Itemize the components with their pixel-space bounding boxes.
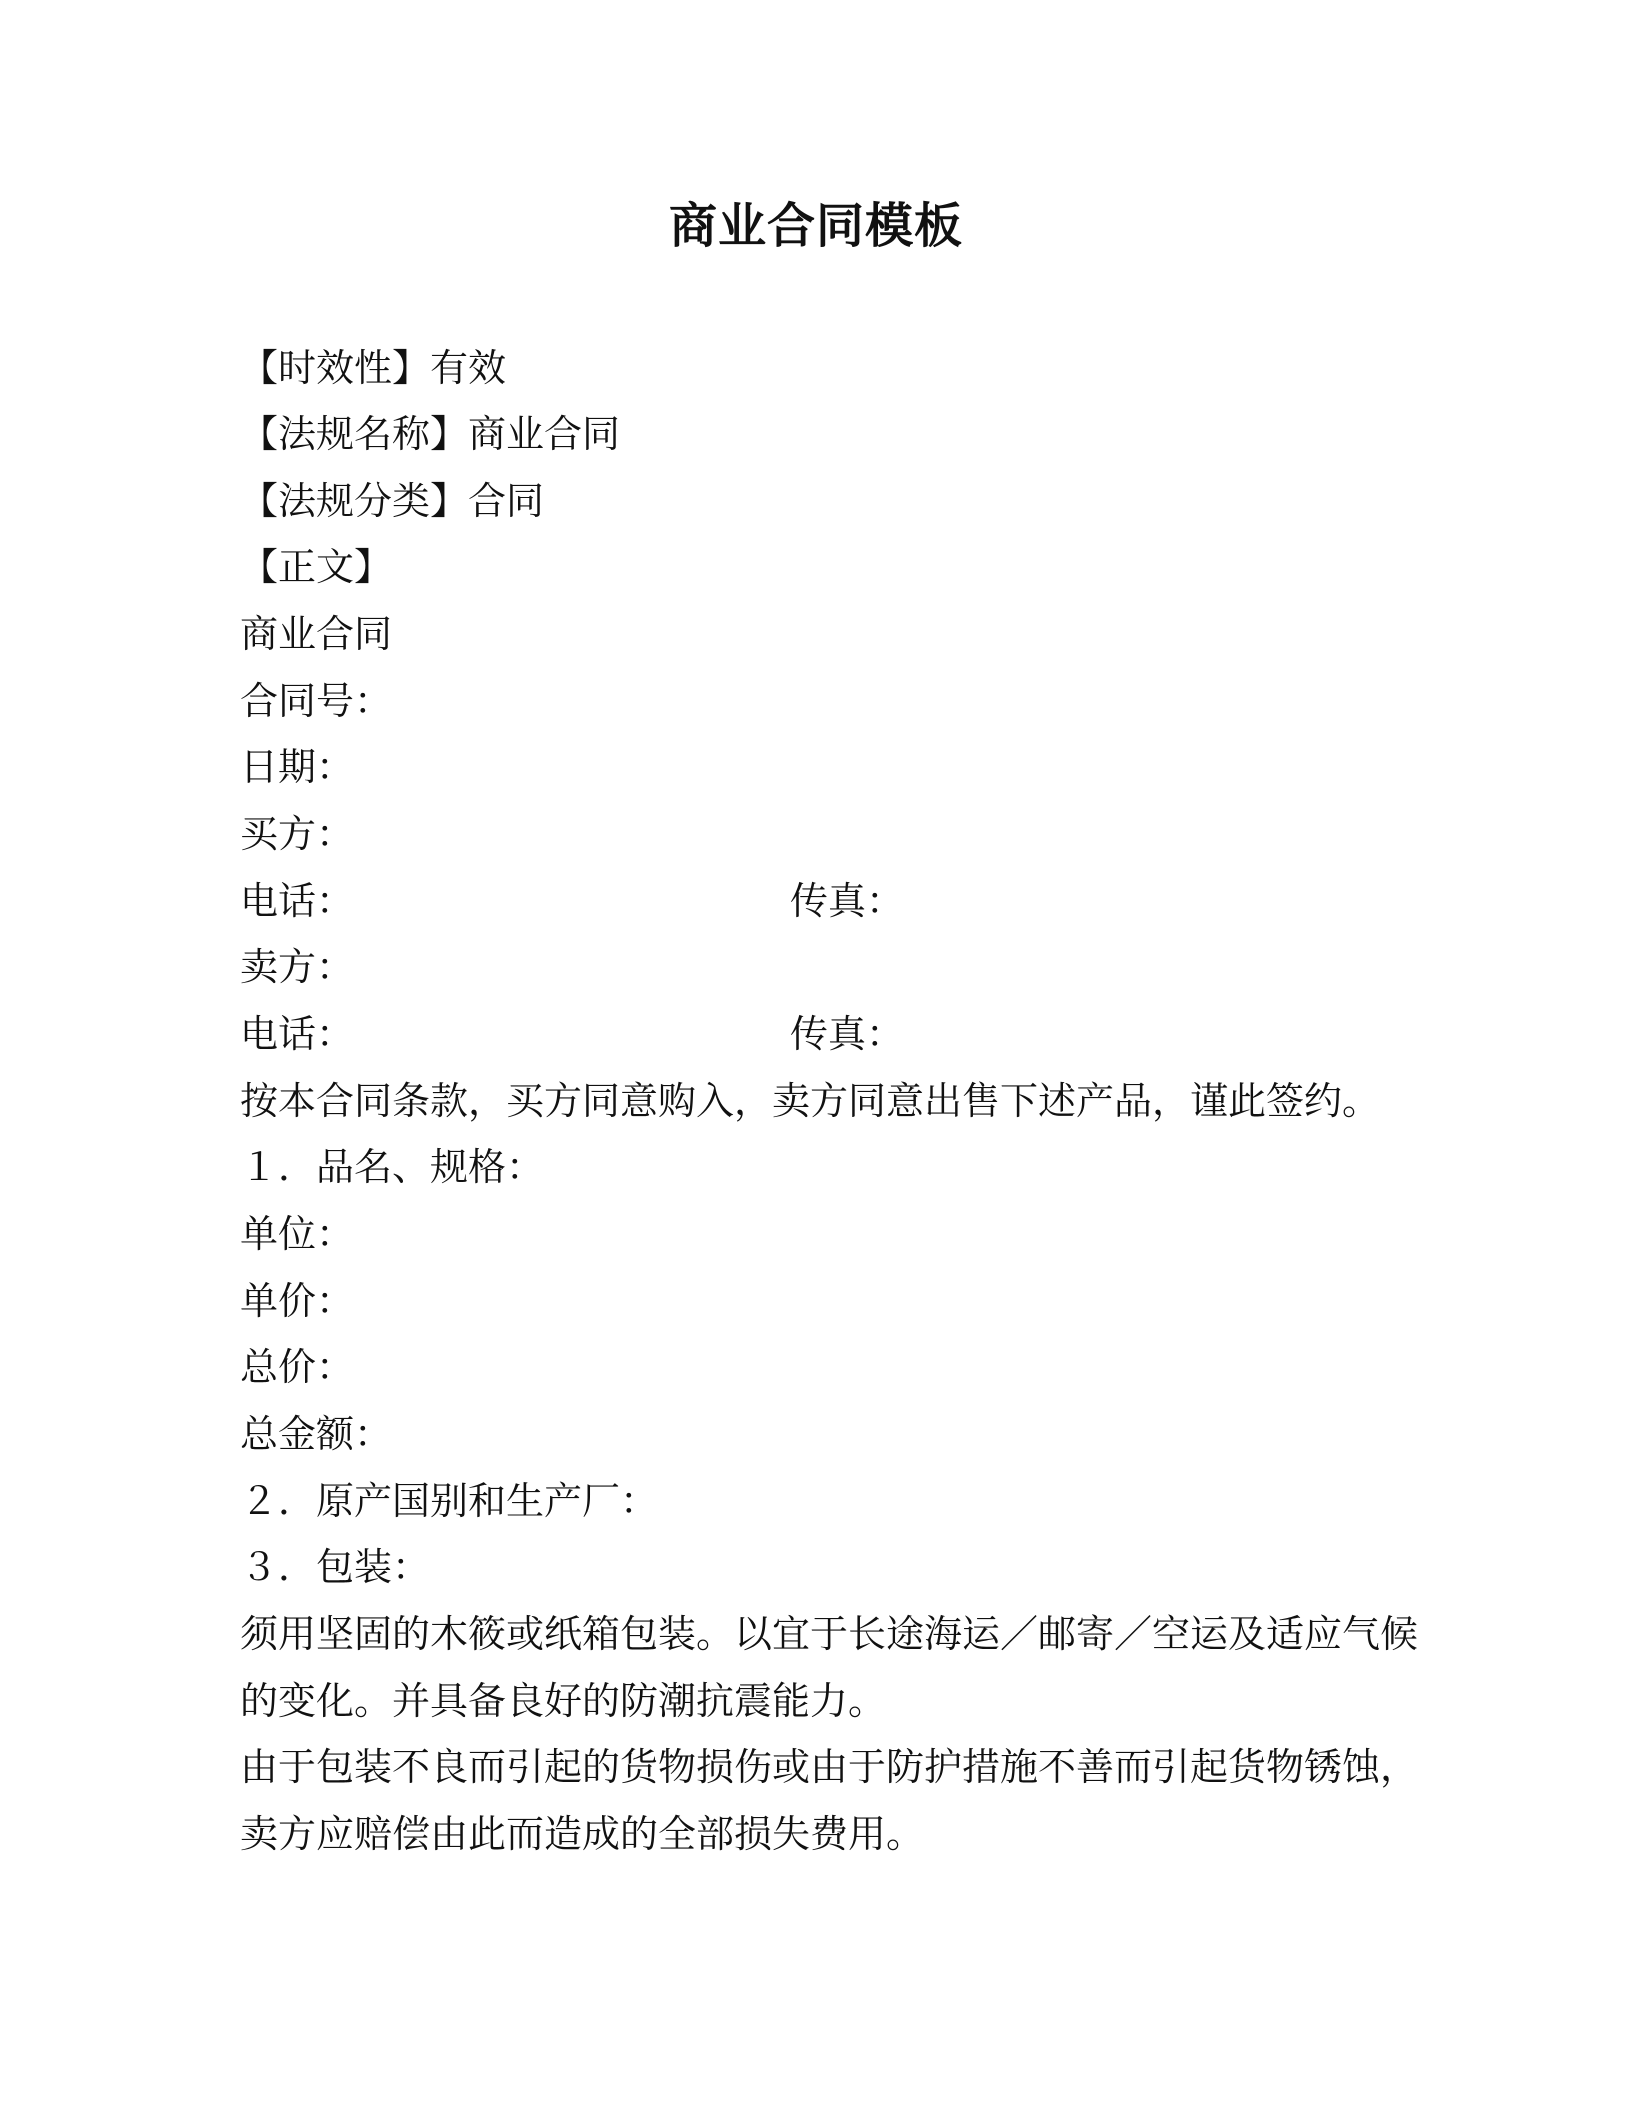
meta-regulation-name — [240, 410, 620, 458]
document-title: 商业合同模板 — [668, 198, 963, 254]
item-1-name-spec: １．品名、规格： — [240, 1145, 545, 1189]
contract-intro: 按本合同条款，买方同意购入，卖方同意出售下述产品，谨此签约。 — [240, 1079, 1381, 1123]
buyer-phone: 电话： — [240, 879, 355, 923]
meta-value: 商业合同 — [468, 412, 621, 456]
meta-label: 【法规名称】 — [240, 412, 469, 456]
contract-heading: 商业合同 — [240, 612, 393, 656]
meta-value: 合同 — [468, 479, 545, 523]
total-price-field: 总价： — [240, 1345, 355, 1389]
packaging-paragraph-line: 的变化。并具备良好的防潮抗震能力。 — [240, 1679, 887, 1723]
meta-value: 有效 — [430, 346, 507, 390]
damage-paragraph-line: 卖方应赔偿由此而造成的全部损失费用。 — [240, 1812, 925, 1856]
packaging-paragraph-line: 须用坚固的木筱或纸箱包装。以宜于长途海运／邮寄／空运及适应气候 — [240, 1612, 1419, 1656]
seller-phone: 电话： — [240, 1012, 355, 1056]
contract-date: 日期： — [240, 745, 355, 789]
meta-regulation-category — [240, 477, 544, 525]
buyer: 买方： — [240, 812, 355, 856]
meta-label: 【法规分类】 — [240, 479, 469, 523]
buyer-fax: 传真： — [790, 879, 905, 923]
buyer-contact-row — [240, 877, 905, 925]
contract-number: 合同号： — [240, 679, 393, 723]
seller-contact-row — [240, 1010, 905, 1058]
unit-field: 单位： — [240, 1212, 355, 1256]
total-amount-field: 总金额： — [240, 1412, 393, 1456]
meta-validity — [240, 344, 506, 392]
item-2-origin: ２．原产国别和生产厂： — [240, 1479, 659, 1523]
item-3-packaging: ３．包装： — [240, 1545, 431, 1589]
damage-paragraph-line: 由于包装不良而引起的货物损伤或由于防护措施不善而引起货物锈蚀， — [240, 1745, 1419, 1789]
meta-label: 【正文】 — [240, 545, 393, 589]
meta-label: 【时效性】 — [240, 346, 431, 390]
seller: 卖方： — [240, 945, 355, 989]
seller-fax: 传真： — [790, 1012, 905, 1056]
unit-price-field: 单价： — [240, 1279, 355, 1323]
meta-main-text — [240, 543, 392, 591]
